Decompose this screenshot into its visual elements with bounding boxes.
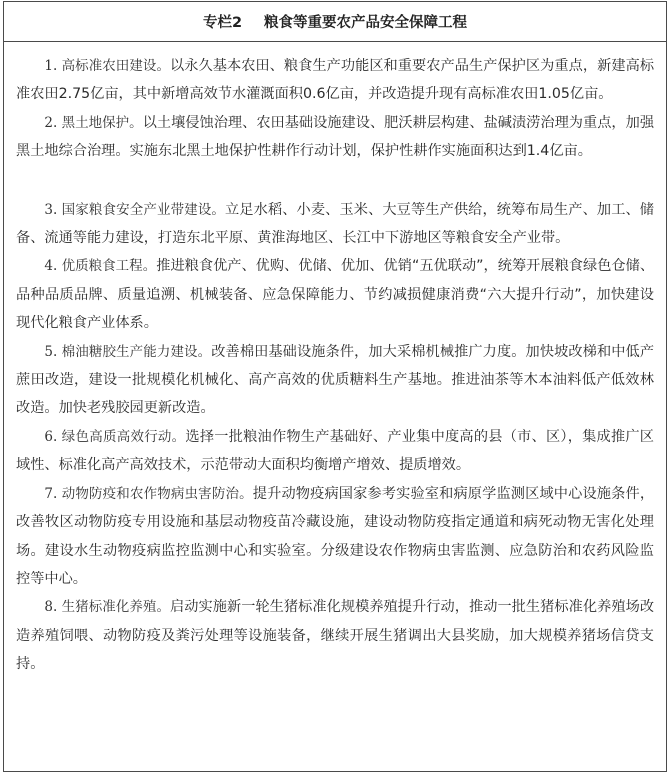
list-item bbox=[16, 338, 654, 423]
list-item bbox=[16, 593, 654, 678]
list-item bbox=[16, 252, 654, 337]
item-heading: 7. 动物防疫和农作物病虫害防治。 bbox=[44, 485, 253, 502]
item-body: 选择一批粮油作物生产基础好、产业集中度高的县（市、区），集成推广区域性、标准化高产高效技术，示范带动大面积均衡增产增效、提质增效。 bbox=[16, 428, 654, 474]
box-title bbox=[4, 2, 666, 42]
list-item bbox=[16, 109, 654, 166]
list-item bbox=[16, 480, 654, 594]
box-title-text: 粮食等重要农产品安全保障工程 bbox=[264, 15, 468, 31]
item-body: 立足水稻、小麦、玉米、大豆等生产供给，统筹布局生产、加工、储备、流通等能力建设，打造东北平原、黄淮海地区、长江中下游地区等粮食安全产业带。 bbox=[16, 201, 654, 247]
item-body: 推进粮食优产、优购、优储、优加、优销“五优联动”，统筹开展粮食绿色仓储、品种品质品牌、质量追溯、机械装备、应急保障能力、节约减损健康消费“六大提升行动”，加快建设现代化粮食产业体系。 bbox=[16, 258, 655, 332]
item-heading: 3. 国家粮食安全产业带建设。 bbox=[44, 201, 226, 218]
box-content bbox=[4, 42, 666, 679]
item-heading: 8. 生猪标准化养殖。 bbox=[44, 599, 171, 616]
item-body: 以土壤侵蚀治理、农田基础设施建设、肥沃耕层构建、盐碱渍涝治理为重点，加强黑土地综合治理。实施东北黑土地保护性耕作行动计划，保护性耕作实施面积达到1.4亿亩。 bbox=[16, 114, 655, 160]
item-heading: 2. 黑土地保护。 bbox=[44, 114, 143, 131]
list-item bbox=[16, 196, 654, 253]
item-body: 改善棉田基础设施条件，加大采棉机械推广力度。加快坡改梯和中低产蔗田改造，建设一批规模化机械化、高产高效的优质糖料生产基地。推进油茶等木本油料低产低效林改造。加快老残胶园更新改造。 bbox=[16, 343, 655, 417]
list-item bbox=[16, 52, 654, 109]
list-item bbox=[16, 423, 654, 480]
box-title-number: 专栏2 bbox=[202, 15, 243, 31]
project-box bbox=[3, 1, 667, 772]
item-body: 启动实施新一轮生猪标准化规模养殖提升行动，推动一批生猪标准化养殖场改造养殖饲喂、动物防疫及粪污处理等设施装备，继续开展生猪调出大县奖励，加大规模养猪场信贷支持。 bbox=[16, 599, 655, 673]
item-body: 以永久基本农田、粮食生产功能区和重要农产品生产保护区为重点，新建高标准农田2.75亿亩，其中新增高效节水灌溉面积0.6亿亩，并改造提升现有高标准农田1.05亿亩。 bbox=[16, 58, 655, 103]
item-heading: 1. 高标准农田建设。 bbox=[44, 58, 171, 74]
item-body: 提升动物疫病国家参考实验室和病原学监测区域中心设施条件，改善牧区动物防疫专用设施和基层动物疫苗冷藏设施，建设动物防疫指定通道和病死动物无害化处理场。建设水生动物疫病监控监测中心和实验室。分级建设农作物病虫害监测、应急防治和农药风险监控等中心。 bbox=[16, 485, 655, 587]
item-heading: 5. 棉油糖胶生产能力建设。 bbox=[44, 343, 212, 360]
item-heading: 4. 优质粮食工程。 bbox=[44, 258, 157, 275]
item-heading: 6. 绿色高质高效行动。 bbox=[44, 428, 186, 445]
